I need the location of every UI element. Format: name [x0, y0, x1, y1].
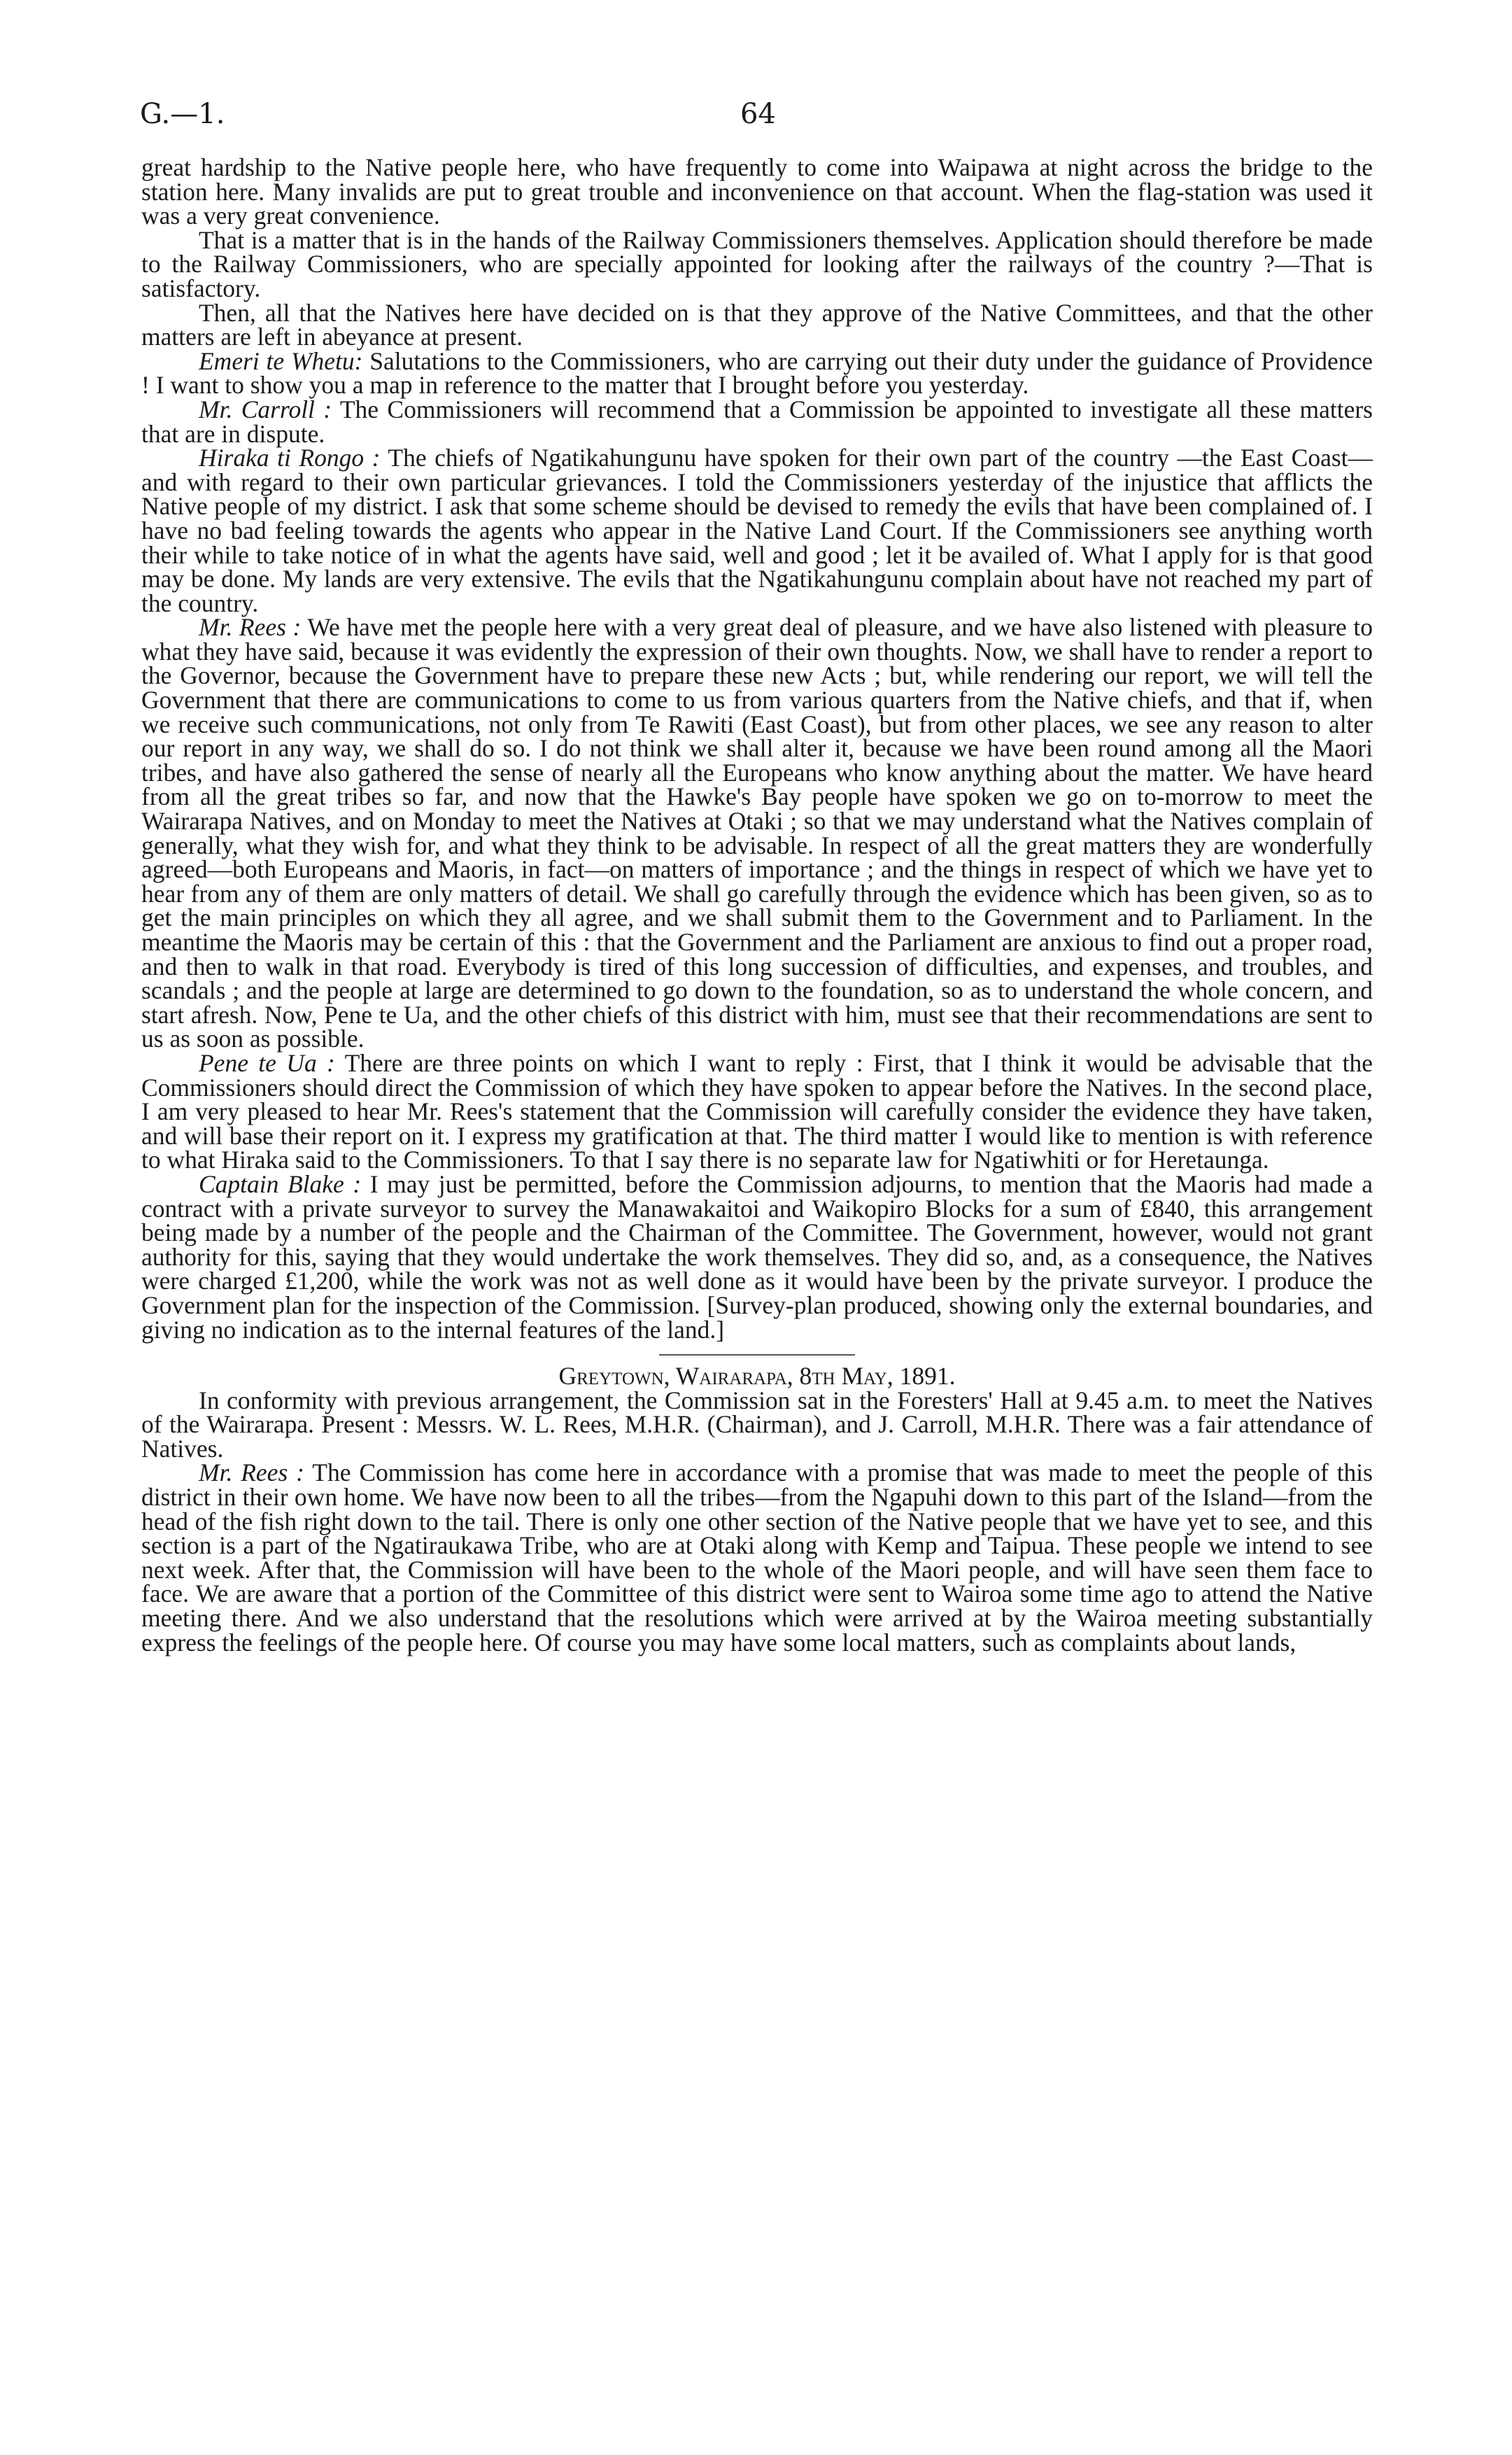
speaker-name: Mr. Rees :: [199, 613, 302, 642]
paragraph: [141, 395, 1373, 448]
body-text: [141, 155, 1373, 1654]
paragraph: [141, 155, 1373, 228]
paragraph-text: In conformity with previous arrangement, the Commission sat in the Foresters' Hall at 9.45 a.m. to meet the Natives of the Wairarapa. Present : Messrs. W. L. Rees, M.H.R. (Chairman), and J. Carroll, M.H.R. There was a fair attendance of Natives.: [141, 1386, 1373, 1463]
speaker-name: Captain Blake :: [199, 1169, 362, 1198]
section-divider: [659, 1354, 855, 1356]
paragraph: [141, 298, 1373, 351]
paragraph-text: There are three points on which I want to reply : First, that I think it would be advisable that the Commissioners should direct the Commission of which they have spoken to appear before the Natives. In the second place, I am very pleased to hear Mr. Rees's statement that the Commission will carefully consider the evidence they have taken, and will base their report on it. I express my gratification at that. The third matter I would like to mention is with reference to what Hiraka said to the Commissioners. To that I say there is no separate law for Ngatiwhiti or for Heretaunga.: [141, 1048, 1373, 1174]
speaker-name: Emeri te Whetu:: [199, 346, 363, 375]
paragraph-text: great hardship to the Native people here, who have frequently to come into Waipawa at night across the bridge to the station here. Many invalids are put to great trouble and inconvenience on that account. When the flag-station was used it was a very great convenience.: [141, 153, 1373, 230]
paragraph-text: The Commissioners will recommend that a Commission be appointed to investigate all these matters that are in dispute.: [141, 395, 1373, 448]
paragraph: [141, 1169, 1373, 1344]
proceedings-block-1: [141, 155, 1373, 1342]
speaker-name: Hiraka ti Rongo :: [199, 444, 381, 472]
speaker-name: Pene te Ua :: [199, 1048, 335, 1077]
speaker-name: Mr. Rees :: [199, 1458, 304, 1487]
section-heading: Greytown, Wairarapa, 8th May, 1891.: [558, 1362, 956, 1391]
paragraph: [141, 1048, 1373, 1174]
paragraph: [141, 1388, 1373, 1461]
document-reference: G.—1.: [140, 98, 225, 130]
paragraph: [141, 1458, 1373, 1656]
paragraph-text: That is a matter that is in the hands of the Railway Commissioners themselves. Application should therefore be made to the Railway Commissioners, who are specially appointed for looking after the railways of the country ?—That is satisfactory.: [141, 225, 1373, 302]
page-header: [0, 98, 1512, 140]
paragraph-text: The chiefs of Ngatikahungunu have spoken for their own part of the country —the East Coast—and with regard to their own particular grievances. I told the Commissioners yesterday of the injustice that afflicts the Native people of my district. I ask that some scheme should be devised to remedy the evils that have been complained of. I have no bad feeling towards the agents who appear in the Native Land Court. If the Commissioners see anything worth their while to take notice of in what the agents have said, well and good ; let it be availed of. What I apply for is that good may be done. My lands are very extensive. The evils that the Ngatikahungunu complain about have not reached my part of the country.: [141, 444, 1373, 617]
paragraph: [141, 615, 1373, 1051]
paragraph-text: The Commission has come here in accordance with a promise that was made to meet the people of this district in their own home. We have now been to all the tribes—from the Ngapuhi down to this part of the Island—from the head of the fish right down to the tail. There is only one other section of the Native people that we have yet to see, and this section is a part of the Ngatiraukawa Tribe, who are at Otaki along with Kemp and Taipua. These people we intend to see next week. After that, the Commission will have been to the whole of the Maori people, and will have seen them face to face. We are aware that a portion of the Committee of this district were sent to Wairoa some time ago to attend the Native meeting there. And we also understand that the resolutions which were arrived at by the Wairoa meeting substantially express the feelings of the people here. Of course you may have some local matters, such as complaints about lands,: [141, 1458, 1373, 1656]
paragraph: [141, 225, 1373, 302]
page-number: 64: [740, 98, 776, 130]
paragraph-text: Salutations to the Commissioners, who are carrying out their duty under the guidance of Providence ! I want to show you a map in reference to the matter that I brought before you yesterday.: [141, 346, 1373, 400]
paragraph-text: We have met the people here with a very great deal of pleasure, and we have also listened with pleasure to what they have said, because it was evidently the expression of their own thoughts. Now, we shall have to render a report to the Governor, because the Government have to prepare these new Acts ; but, while rendering our report, we will tell the Government that there are communications to come to us from various quarters from the Native chiefs, and that if, when we receive such communications, not only from Te Rawiti (East Coast), but from other places, we see any reason to alter our report in any way, we shall do so. I do not think we shall alter it, because we have been round among all the Maori tribes, and have also gathered the sense of nearly all the Europeans who know anything about the matter. We have heard from all the great tribes so far, and now that the Hawke's Bay people have spoken we go on to-morrow to meet the Wairarapa Natives, and on Monday to meet the Natives at Otaki ; so that we may understand what the Natives complain of generally, what they wish for, and what they think to be advisable. In respect of all the great matters they are wonderfully agreed—both Europeans and Maoris, in fact—on matters of importance ; and the things in respect of which we have yet to hear from any of them are only matters of detail. We shall go carefully through the evidence which has been given, so as to get the main principles on which they all agree, and we shall submit them to the Government and to Parliament. In the meantime the Maoris may be certain of this : that the Government and the Parliament are anxious to find out a proper road, and then to walk in that road. Everybody is tired of this long succession of difficulties, and expenses, and troubles, and scandals ; and the people at large are determined to go down to the foundation, so as to understand the whole concern, and start afresh. Now, Pene te Ua, and the other chiefs of this district with him, must see that their recommendations are sent to us as soon as possible.: [141, 613, 1373, 1053]
paragraph: [141, 446, 1373, 615]
speaker-name: Mr. Carroll :: [199, 395, 332, 423]
paragraph-text: I may just be permitted, before the Commission adjourns, to mention that the Maoris had made a contract with a private surveyor to survey the Manawakaitoi and Waikopiro Blocks for a sum of £840, this arrangement being made by a number of the people and the Chairman of the Committee. The Government, however, would not grant authority for this, saying that they would undertake the work themselves. They did so, and, as a consequence, the Natives were charged £1,200, while the work was not as well done as it would have been by the private surveyor. I produce the Government plan for the inspection of the Commission. [Survey-plan produced, showing only the external boundaries, and giving no indication as to the internal features of the land.]: [141, 1169, 1373, 1344]
proceedings-block-2: [141, 1388, 1373, 1655]
paragraph: [141, 346, 1373, 400]
paragraph-text: Then, all that the Natives here have decided on is that they approve of the Native Committees, and that the other matters are left in abeyance at present.: [141, 298, 1373, 351]
